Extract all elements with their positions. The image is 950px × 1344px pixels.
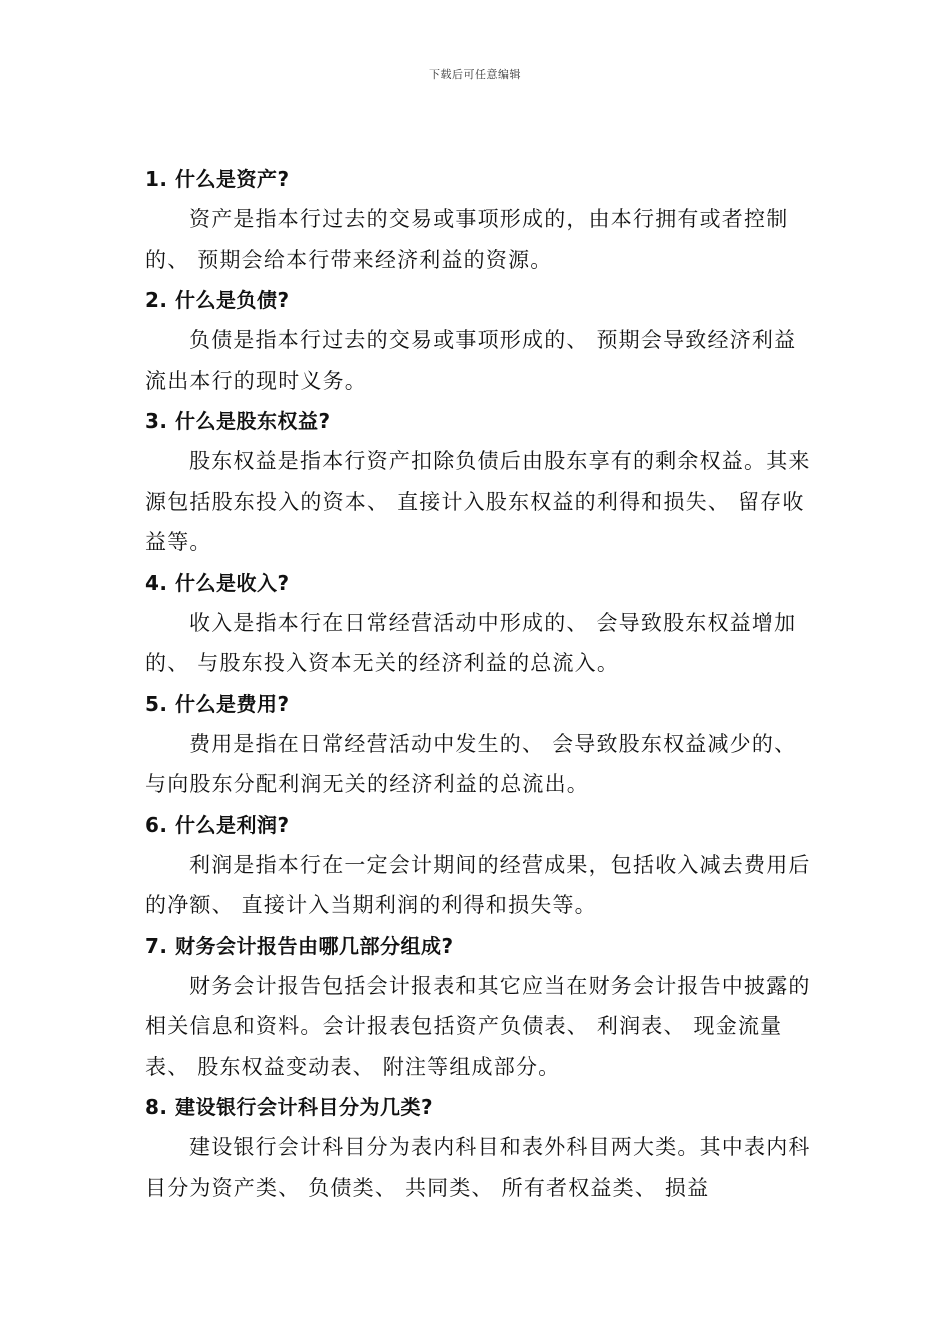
question-heading: 3. 什么是股东权益?	[145, 409, 331, 433]
qa-item-1	[145, 159, 815, 280]
answer-paragraph: 建设银行会计科目分为表内科目和表外科目两大类。其中表内科目分为资产类、 负债类、 共同类、 所有者权益类、 损益	[145, 1135, 811, 1200]
answer-paragraph: 收入是指本行在日常经营活动中形成的、 会导致股东权益增加的、 与股东投入资本无关的经济利益的总流入。	[145, 610, 797, 675]
answer-paragraph: 费用是指在日常经营活动中发生的、 会导致股东权益减少的、 与向股东分配利润无关的经济利益的总流出。	[145, 731, 797, 796]
qa-item-2	[145, 280, 815, 401]
question-heading: 2. 什么是负债?	[145, 288, 290, 312]
answer-paragraph: 负债是指本行过去的交易或事项形成的、 预期会导致经济利益流出本行的现时义务。	[145, 328, 797, 393]
answer-paragraph: 资产是指本行过去的交易或事项形成的，由本行拥有或者控制的、 预期会给本行带来经济利益的资源。	[145, 207, 789, 272]
question-heading: 4. 什么是收入?	[145, 570, 290, 595]
question-heading: 1. 什么是资产?	[145, 167, 290, 191]
question-heading: 7. 财务会计报告由哪几部分组成?	[145, 933, 454, 958]
qa-item-7	[145, 926, 815, 1088]
answer-paragraph: 股东权益是指本行资产扣除负债后由股东享有的剩余权益。其来源包括股东投入的资本、 直接计入股东权益的利得和损失、 留存收益等。	[145, 449, 811, 554]
document-body	[145, 159, 815, 1208]
answer-paragraph: 利润是指本行在一定会计期间的经营成果，包括收入减去费用后的净额、 直接计入当期利润的利得和损失等。	[145, 852, 811, 917]
question-heading: 5. 什么是费用?	[145, 691, 290, 716]
qa-item-8	[145, 1087, 815, 1208]
answer-paragraph: 财务会计报告包括会计报表和其它应当在财务会计报告中披露的相关信息和资料。会计报表包括资产负债表、 利润表、 现金流量表、 股东权益变动表、 附注等组成部分。	[145, 973, 811, 1079]
qa-item-6	[145, 805, 815, 926]
qa-item-5	[145, 684, 815, 805]
qa-item-3	[145, 401, 815, 563]
page-header: 下载后可任意编辑	[429, 68, 521, 81]
question-heading: 8. 建设银行会计科目分为几类?	[145, 1095, 434, 1119]
qa-item-4	[145, 563, 815, 684]
question-heading: 6. 什么是利润?	[145, 812, 290, 837]
